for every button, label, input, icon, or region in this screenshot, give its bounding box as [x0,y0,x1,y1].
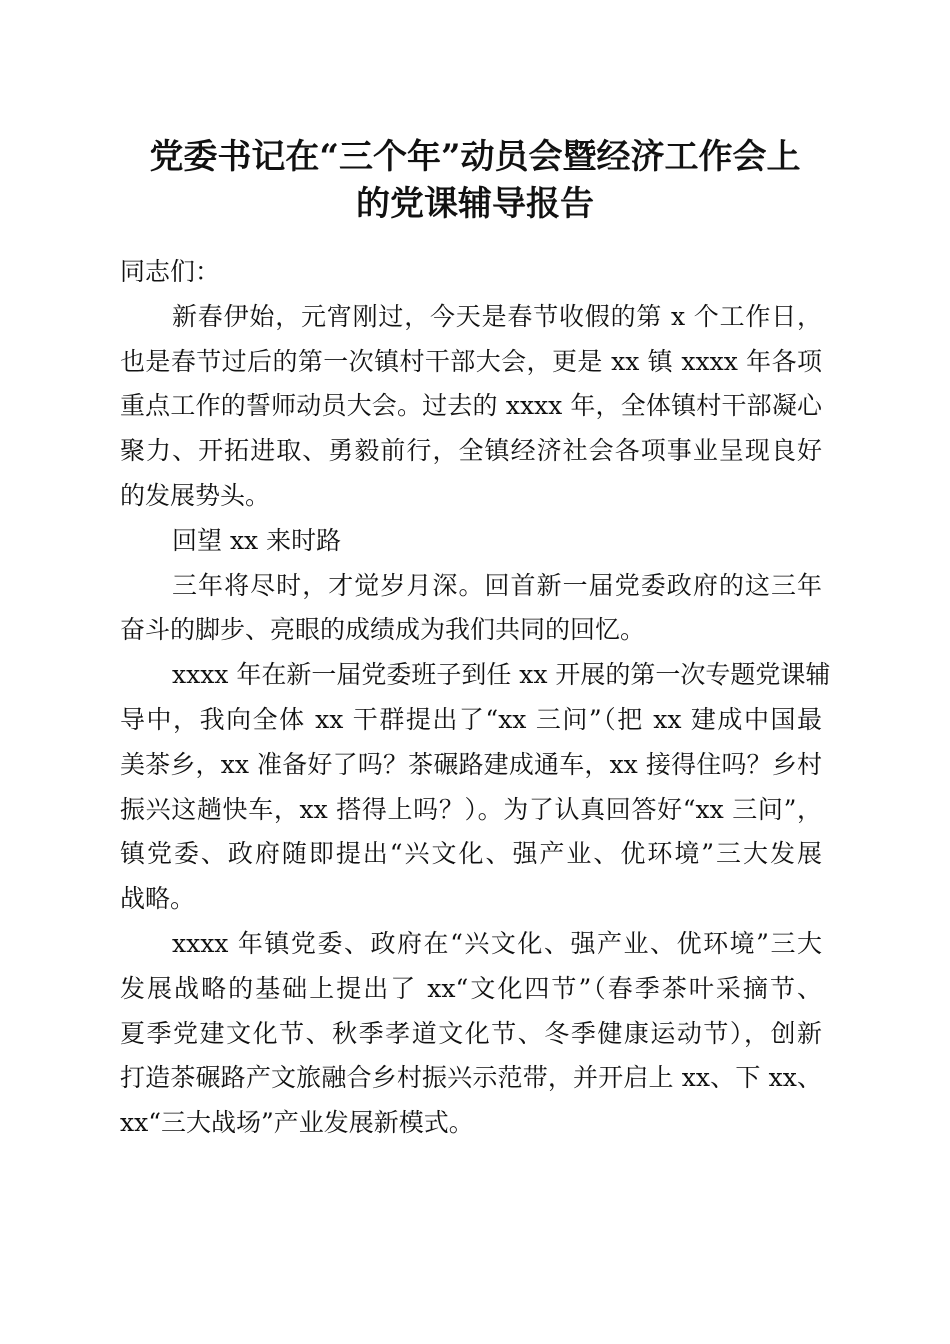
paragraph-line: 夏季党建文化节、秋季孝道文化节、冬季健康运动节），创新 [120,1018,822,1048]
paragraph-line: xx“三大战场”产业发展新模式。 [120,1108,474,1138]
salutation: 同志们： [120,257,221,286]
title-line-2: 的党课辅导报告 [356,184,594,224]
paragraph-line: 导中，我向全体 xx 干群提出了“xx 三问”（把 xx 建成中国最 [120,704,822,734]
paragraph-line: 回望 xx 来时路 [172,525,342,555]
paragraph-line: 战略。 [120,884,196,914]
paragraph-line: 奋斗的脚步、亮眼的成绩成为我们共同的回忆。 [120,615,646,645]
paragraph-line: 振兴这趟快车，xx 搭得上吗？）。为了认真回答好“xx 三问”， [120,794,822,824]
title-line-1: 党委书记在“三个年”动员会暨经济工作会上 [149,137,801,177]
paragraph-line: 也是春节过后的第一次镇村干部大会，更是 xx 镇 xxxx 年各项 [120,346,822,376]
paragraph-line: 美茶乡，xx 准备好了吗？茶碾路建成通车，xx 接得住吗？乡村 [120,749,822,779]
document-body [120,250,831,1146]
paragraph-line: 发展战略的基础上提出了 xx“文化四节”（春季茶叶采摘节、 [120,973,822,1003]
paragraph-line: 三年将尽时，才觉岁月深。回首新一届党委政府的这三年 [172,570,822,600]
paragraph-line: 重点工作的誓师动员大会。过去的 xxxx 年，全体镇村干部凝心 [120,391,822,421]
paragraph-line: 新春伊始，元宵刚过，今天是春节收假的第 x 个工作日， [172,301,822,331]
document-title [100,134,850,228]
paragraph-line: 的发展势头。 [120,480,271,510]
paragraph-line: 聚力、开拓进取、勇毅前行，全镇经济社会各项事业呈现良好 [120,436,822,466]
paragraph-line: 镇党委、政府随即提出“兴文化、强产业、优环境”三大发展 [120,839,822,869]
paragraph-line: 打造茶碾路产文旅融合乡村振兴示范带，并开启上 xx、下 xx、 [120,1063,822,1093]
paragraph-line: xxxx 年镇党委、政府在“兴文化、强产业、优环境”三大 [172,928,822,958]
paragraph-line: xxxx 年在新一届党委班子到任 xx 开展的第一次专题党课辅 [172,660,831,690]
